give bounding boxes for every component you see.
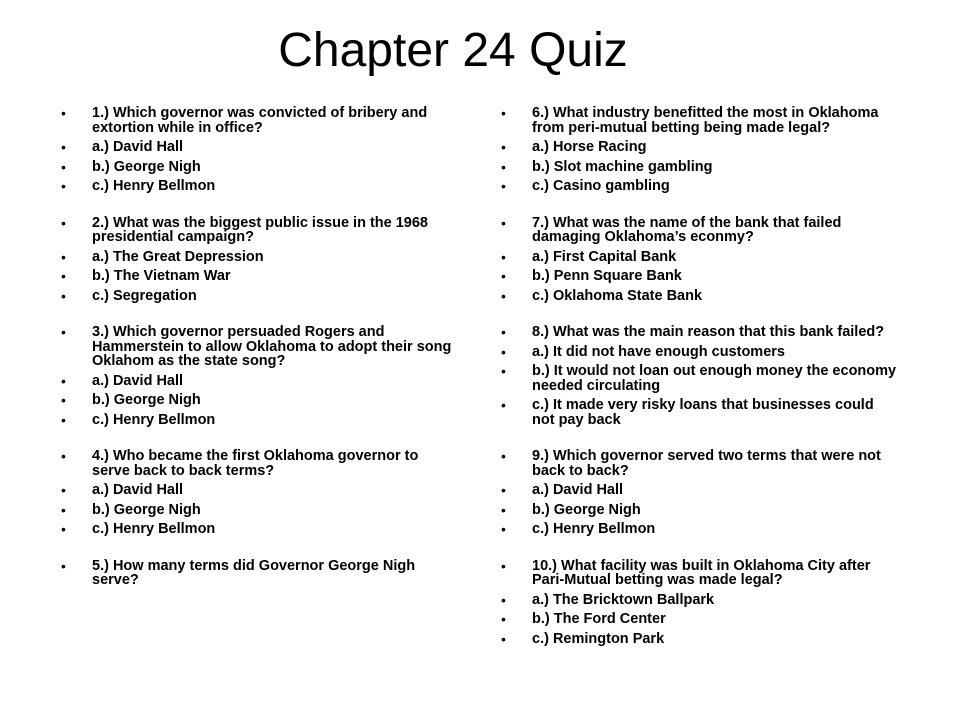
answer-text: b.) The Vietnam War: [92, 268, 231, 284]
answer-text: c.) It made very risky loans that businesses could not pay back: [532, 397, 874, 428]
bullet-icon: •: [61, 324, 66, 340]
bullet-icon: •: [501, 139, 506, 155]
answer-option: [498, 364, 898, 393]
question-text: 6.) What industry benefitted the most in Oklahoma from peri-mutual betting being made legal?: [532, 105, 879, 136]
answer-option: [58, 393, 458, 408]
question-item: [498, 325, 898, 340]
answer-text: a.) David Hall: [532, 482, 624, 498]
answer-option: [498, 140, 898, 155]
answer-option: [498, 345, 898, 360]
answer-option: [58, 289, 458, 304]
answer-text: a.) First Capital Bank: [532, 248, 677, 265]
answer-option: [498, 522, 898, 537]
answer-option: [58, 140, 458, 155]
bullet-icon: •: [501, 324, 506, 340]
bullet-icon: •: [501, 591, 506, 608]
answer-option: [58, 179, 458, 194]
answer-option: [58, 374, 458, 389]
answer-text: c.) Henry Bellmon: [532, 521, 656, 537]
answer-option: [58, 269, 458, 284]
answer-option: [498, 612, 898, 627]
question-item: [498, 106, 898, 135]
answer-option: [498, 632, 898, 647]
answer-text: b.) George Nigh: [532, 501, 641, 518]
question-item: [58, 106, 458, 135]
bullet-icon: •: [61, 482, 66, 498]
answer-text: c.) Henry Bellmon: [92, 521, 216, 537]
answer-text: b.) It would not loan out enough money the economy needed circulating: [532, 363, 897, 394]
answer-text: c.) Oklahoma State Bank: [532, 287, 703, 304]
question-text: 10.) What facility was built in Oklahoma City after Pari-Mutual betting was made legal?: [532, 557, 871, 588]
answer-option: [498, 250, 898, 265]
question-item: [58, 216, 458, 245]
answer-option: [498, 289, 898, 304]
answer-text: c.) Segregation: [92, 287, 197, 304]
bullet-icon: •: [61, 214, 66, 231]
question-item: [58, 559, 458, 588]
bullet-icon: •: [61, 448, 66, 464]
bullet-icon: •: [501, 248, 506, 265]
answer-text: c.) Remington Park: [532, 630, 665, 647]
answer-option: [58, 413, 458, 428]
answer-text: c.) Henry Bellmon: [92, 411, 216, 428]
answer-option: [498, 269, 898, 284]
answer-text: b.) The Ford Center: [532, 611, 666, 627]
question-item: [58, 449, 458, 478]
answer-text: a.) The Great Depression: [92, 248, 264, 265]
bullet-icon: •: [61, 139, 66, 155]
answer-option: [498, 398, 898, 427]
answer-text: c.) Henry Bellmon: [92, 178, 216, 194]
answer-option: [498, 160, 898, 175]
answer-text: a.) David Hall: [92, 139, 184, 155]
bullet-icon: •: [501, 363, 506, 379]
answer-text: b.) Slot machine gambling: [532, 158, 713, 175]
bullet-icon: •: [61, 372, 66, 389]
answer-text: c.) Casino gambling: [532, 178, 670, 194]
question-text: 8.) What was the main reason that this bank failed?: [532, 324, 885, 340]
question-item: [498, 559, 898, 588]
bullet-icon: •: [501, 343, 506, 360]
bullet-icon: •: [61, 557, 66, 574]
bullet-icon: •: [501, 448, 506, 464]
bullet-icon: •: [501, 268, 506, 284]
answer-option: [58, 522, 458, 537]
question-item: [498, 449, 898, 478]
bullet-icon: •: [61, 501, 66, 518]
right-question-column: [498, 106, 898, 646]
bullet-icon: •: [61, 287, 66, 304]
bullet-icon: •: [61, 521, 66, 537]
answer-option: [58, 483, 458, 498]
bullet-icon: •: [501, 611, 506, 627]
answer-option: [498, 483, 898, 498]
question-item: [498, 216, 898, 245]
answer-text: a.) David Hall: [92, 482, 184, 498]
bullet-icon: •: [501, 178, 506, 194]
question-text: 3.) Which governor persuaded Rogers and Hammerstein to allow Oklahoma to adopt their song Oklahom as the state song?: [92, 324, 452, 369]
question-gap: [58, 194, 458, 216]
question-gap: [498, 427, 898, 449]
answer-option: [498, 593, 898, 608]
question-text: 1.) Which governor was convicted of bribery and extortion while in office?: [92, 105, 428, 136]
bullet-icon: •: [501, 158, 506, 175]
bullet-icon: •: [61, 178, 66, 194]
question-gap: [58, 303, 458, 325]
answer-text: a.) It did not have enough customers: [532, 343, 785, 360]
bullet-icon: •: [501, 557, 506, 574]
question-text: 5.) How many terms did Governor George Nigh serve?: [92, 557, 416, 588]
question-gap: [498, 537, 898, 559]
answer-text: a.) The Bricktown Ballpark: [532, 591, 715, 608]
answer-option: [58, 250, 458, 265]
bullet-icon: •: [61, 392, 66, 408]
bullet-icon: •: [501, 501, 506, 518]
answer-text: b.) George Nigh: [92, 392, 201, 408]
answer-text: a.) David Hall: [92, 372, 184, 389]
answer-option: [58, 160, 458, 175]
question-text: 9.) Which governor served two terms that were not back to back?: [532, 448, 881, 479]
answer-text: b.) George Nigh: [92, 158, 201, 175]
bullet-icon: •: [501, 214, 506, 231]
question-text: 4.) Who became the first Oklahoma governor to serve back to back terms?: [92, 448, 419, 479]
bullet-icon: •: [501, 287, 506, 304]
question-gap: [498, 303, 898, 325]
question-gap: [58, 537, 458, 559]
answer-option: [58, 503, 458, 518]
bullet-icon: •: [61, 158, 66, 175]
left-question-column: [58, 106, 458, 588]
bullet-icon: •: [501, 482, 506, 498]
question-gap: [58, 427, 458, 449]
question-text: 2.) What was the biggest public issue in the 1968 presidential campaign?: [92, 214, 428, 245]
bullet-icon: •: [61, 248, 66, 265]
answer-option: [498, 179, 898, 194]
answer-text: a.) Horse Racing: [532, 139, 647, 155]
bullet-icon: •: [501, 105, 506, 121]
answer-text: b.) George Nigh: [92, 501, 201, 518]
answer-text: b.) Penn Square Bank: [532, 268, 682, 284]
bullet-icon: •: [501, 630, 506, 647]
question-text: 7.) What was the name of the bank that failed damaging Oklahoma’s econmy?: [532, 214, 842, 245]
bullet-icon: •: [501, 521, 506, 537]
bullet-icon: •: [501, 397, 506, 413]
question-item: [58, 325, 458, 369]
bullet-icon: •: [61, 411, 66, 428]
page-title: Chapter 24 Quiz: [278, 24, 628, 77]
bullet-icon: •: [61, 268, 66, 284]
bullet-icon: •: [61, 105, 66, 121]
answer-option: [498, 503, 898, 518]
question-gap: [498, 194, 898, 216]
